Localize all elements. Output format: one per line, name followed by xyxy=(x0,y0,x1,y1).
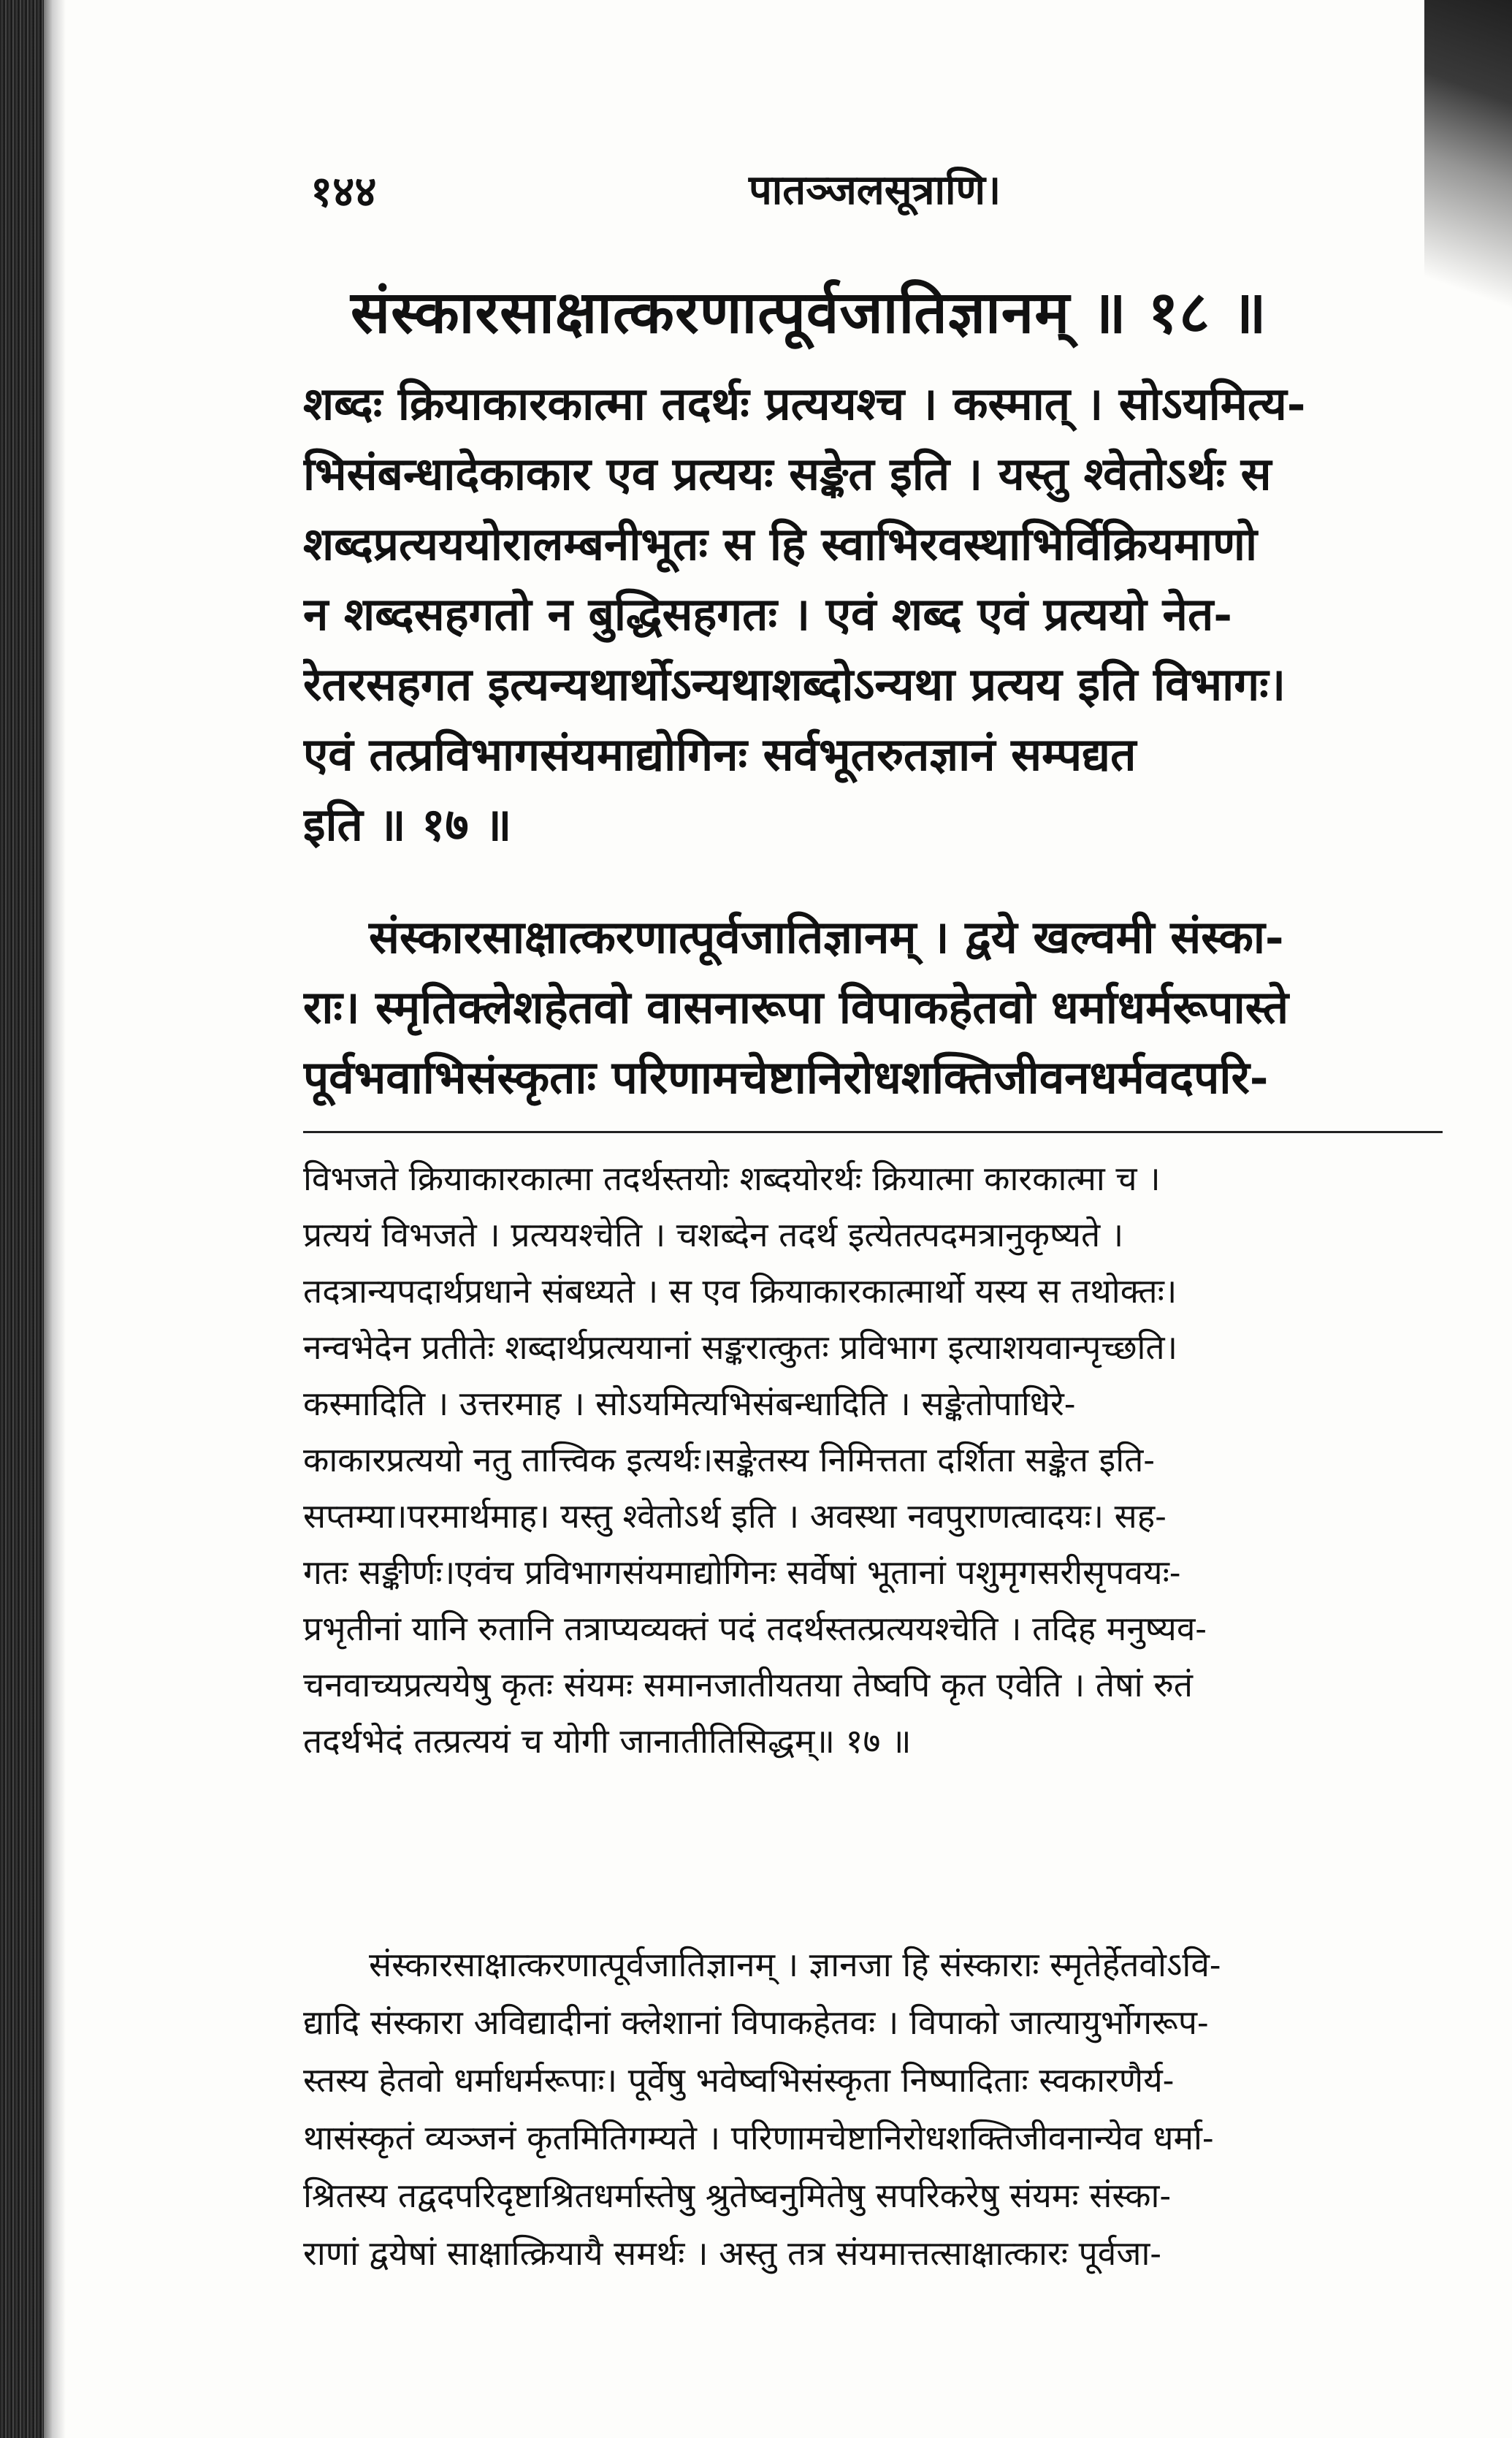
bhashya-next-line: राः। स्मृतिक्लेशहेतवो वासनारूपा विपाकहेतवो धर्माधर्मरूपास्ते xyxy=(303,980,1289,1034)
section-divider xyxy=(303,1131,1443,1133)
running-title: पातञ्जलसूत्राणि। xyxy=(749,166,1001,214)
tika-block xyxy=(303,1151,1443,1770)
tika-line: प्रभृतीनां यानि रुतानि तत्राप्यव्यक्तं पदं तदर्थस्तत्प्रत्ययश्चेति । तदिह मनुष्यव- xyxy=(303,1609,1207,1648)
tika-next-line: श्रितस्य तद्वदपरिदृष्टाश्रितधर्मास्तेषु श्रुतेष्वनुमितेषु सपरिकरेषु संयमः संस्का- xyxy=(303,2176,1172,2215)
bhashya-line: न शब्दसहगतो न बुद्धिसहगतः । एवं शब्द एवं प्रत्ययो नेत- xyxy=(303,587,1233,641)
tika-line: सप्तम्या।परमार्थमाह। यस्तु श्वेतोऽर्थ इति । अवस्था नवपुराणत्वादयः। सह- xyxy=(303,1496,1167,1536)
tika-next-line: द्यादि संस्कारा अविद्यादीनां क्लेशानां विपाकहेतवः । विपाको जात्यायुर्भोगरूप- xyxy=(303,2003,1209,2042)
tika-line: तदत्रान्यपदार्थप्रधाने संबध्यते । स एव क्रियाकारकात्मार्थो यस्य स तथोक्तः। xyxy=(303,1271,1177,1311)
bhashya-line: भिसंबन्धादेकाकार एव प्रत्ययः सङ्केत इति । यस्तु श्वेतोऽर्थः स xyxy=(303,447,1272,500)
binding-shadow xyxy=(44,0,66,2438)
bhashya-line: शब्दप्रत्यययोरालम्बनीभूतः स हि स्वाभिरवस्थाभिर्विक्रियमाणो xyxy=(303,517,1257,571)
tika-line: तदर्थभेदं तत्प्रत्ययं च योगी जानातीतिसिद्धम्॥ १७ ॥ xyxy=(303,1721,912,1761)
page-number: १४४ xyxy=(310,167,377,216)
sutra-heading: संस्कारसाक्षात्करणात्पूर्वजातिज्ञानम् ॥ १८ ॥ xyxy=(351,278,1267,346)
tika-next-line: स्तस्य हेतवो धर्माधर्मरूपाः। पूर्वेषु भवेष्वभिसंस्कृता निष्पादिताः स्वकारणैर्य- xyxy=(303,2060,1175,2100)
book-binding-edge xyxy=(0,0,44,2438)
tika-line: नन्वभेदेन प्रतीतेः शब्दार्थप्रत्ययानां सङ्करात्कुतः प्रविभाग इत्याशयवान्पृच्छति। xyxy=(303,1327,1178,1367)
tika-line: प्रत्ययं विभजते । प्रत्ययश्चेति । चशब्देन तदर्थ इत्येतत्पदमत्रानुकृष्यते । xyxy=(303,1215,1124,1254)
tika-line: चनवाच्यप्रत्ययेषु कृतः संयमः समानजातीयतया तेष्वपि कृत एवेति । तेषां रुतं xyxy=(303,1665,1193,1704)
page-header xyxy=(310,161,1450,219)
bhashya-line: इति ॥ १७ ॥ xyxy=(303,798,512,851)
bhashya-line: शब्दः क्रियाकारकात्मा तदर्थः प्रत्ययश्च । कस्मात् । सोऽयमित्य- xyxy=(303,377,1306,430)
tika-next-line: थासंस्कृतं व्यञ्जनं कृतमितिगम्यते । परिणामचेष्टानिरोधशक्तिजीवनान्येव धर्मा- xyxy=(303,2118,1214,2157)
bhashya-block xyxy=(303,369,1443,860)
bhashya-line: रेतरसहगत इत्यन्यथार्थोऽन्यथाशब्दोऽन्यथा प्रत्यय इति विभागः। xyxy=(303,658,1286,711)
bhashya-line: एवं तत्प्रविभागसंयमाद्योगिनः सर्वभूतरुतज्ञानं सम्पद्यत xyxy=(303,728,1137,781)
tika-line: काकारप्रत्ययो नतु तात्त्विक इत्यर्थः।सङ्केतस्य निमित्तता दर्शिता सङ्केत इति- xyxy=(303,1440,1155,1479)
tika-line: कस्मादिति । उत्तरमाह । सोऽयमित्यभिसंबन्धादिति । सङ्केतोपाधिरे- xyxy=(303,1384,1076,1423)
bhashya-next-line: पूर्वभवाभिसंस्कृताः परिणामचेष्टानिरोधशक्तिजीवनधर्मवदपरि- xyxy=(303,1051,1269,1104)
tika-line: गतः सङ्कीर्णः।एवंच प्रविभागसंयमाद्योगिनः सर्वेषां भूतानां पशुमृगसरीसृपवयः- xyxy=(303,1553,1181,1592)
tika-next-block xyxy=(303,1936,1443,2282)
tika-line: विभजते क्रियाकारकात्मा तदर्थस्तयोः शब्दयोरर्थः क्रियात्मा कारकात्मा च । xyxy=(303,1159,1161,1198)
bhashya-next-block xyxy=(303,902,1443,1113)
tika-next-line: राणां द्वयेषां साक्षात्क्रियायै समर्थः । अस्तु तत्र संयमात्तत्साक्षात्कारः पूर्वजा- xyxy=(303,2233,1161,2273)
tika-next-line: संस्कारसाक्षात्करणात्पूर्वजातिज्ञानम् । ज्ञानजा हि संस्काराः स्मृतेर्हेतवोऽवि- xyxy=(369,1945,1221,1984)
bhashya-next-line: संस्कारसाक्षात्करणात्पूर्वजातिज्ञानम् । द्वये खल्वमी संस्का- xyxy=(369,910,1284,964)
